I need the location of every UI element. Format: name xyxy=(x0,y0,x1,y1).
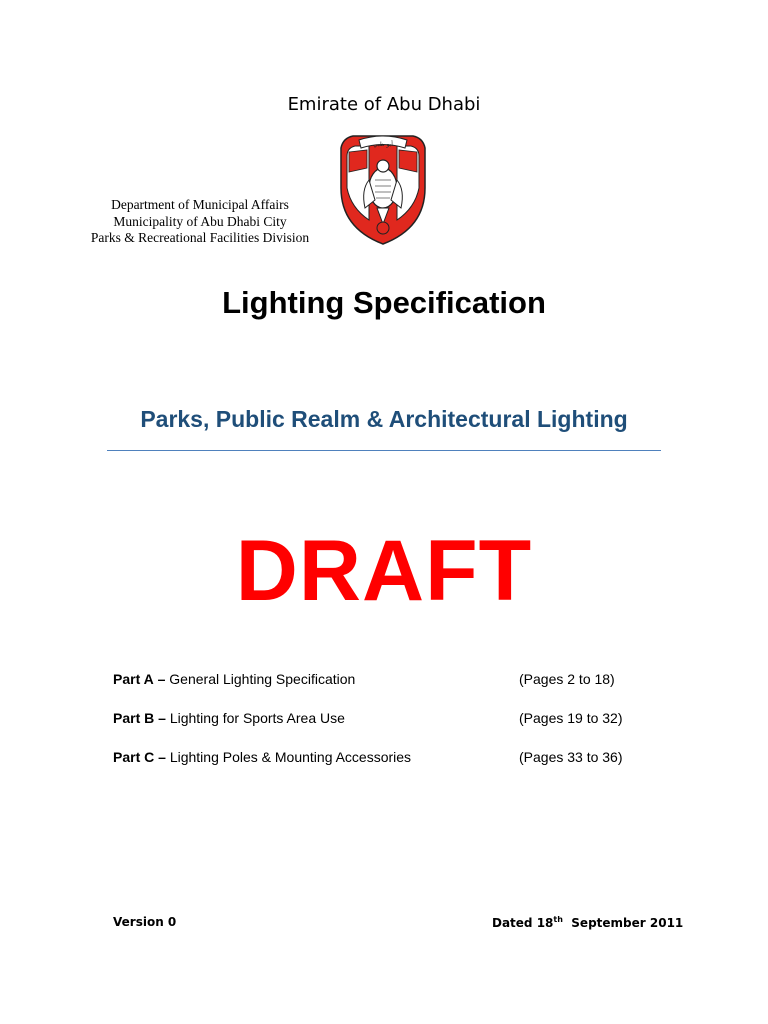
part-dash: – xyxy=(157,671,166,687)
part-row xyxy=(113,749,673,765)
department-block xyxy=(80,197,320,247)
part-label: Part A xyxy=(113,671,154,687)
emirate-heading: Emirate of Abu Dhabi xyxy=(287,94,481,115)
municipality-line: Municipality of Abu Dhabi City xyxy=(113,213,287,229)
date-suffix: September 2011 xyxy=(562,916,684,930)
document-subtitle: Parks, Public Realm & Architectural Lighting xyxy=(140,406,628,432)
part-label: Part C xyxy=(113,749,155,765)
date-ordinal: th xyxy=(553,915,563,924)
part-pages: (Pages 33 to 36) xyxy=(519,749,623,765)
draft-stamp: DRAFT xyxy=(235,523,533,619)
part-name: Lighting Poles & Mounting Accessories xyxy=(169,749,412,765)
part-dash: – xyxy=(158,749,166,765)
part-name: Lighting for Sports Area Use xyxy=(169,710,345,726)
part-label: Part B xyxy=(113,710,155,726)
department-line: Department of Municipal Affairs xyxy=(111,197,289,212)
emblem-scroll-text: أبو ظبي xyxy=(373,141,393,148)
abu-dhabi-emblem-icon xyxy=(333,128,433,248)
subtitle-divider xyxy=(107,450,661,451)
part-pages: (Pages 19 to 32) xyxy=(519,710,623,726)
division-line: Parks & Recreational Facilities Division xyxy=(90,230,310,245)
part-row xyxy=(113,671,673,687)
document-title: Lighting Specification xyxy=(222,285,546,320)
part-dash: – xyxy=(158,710,166,726)
date-prefix: Dated 18 xyxy=(492,916,554,930)
date-label xyxy=(492,915,683,930)
part-row xyxy=(113,710,673,726)
part-pages: (Pages 2 to 18) xyxy=(519,671,615,687)
version-label: Version 0 xyxy=(113,915,177,929)
part-name: General Lighting Specification xyxy=(169,671,356,687)
